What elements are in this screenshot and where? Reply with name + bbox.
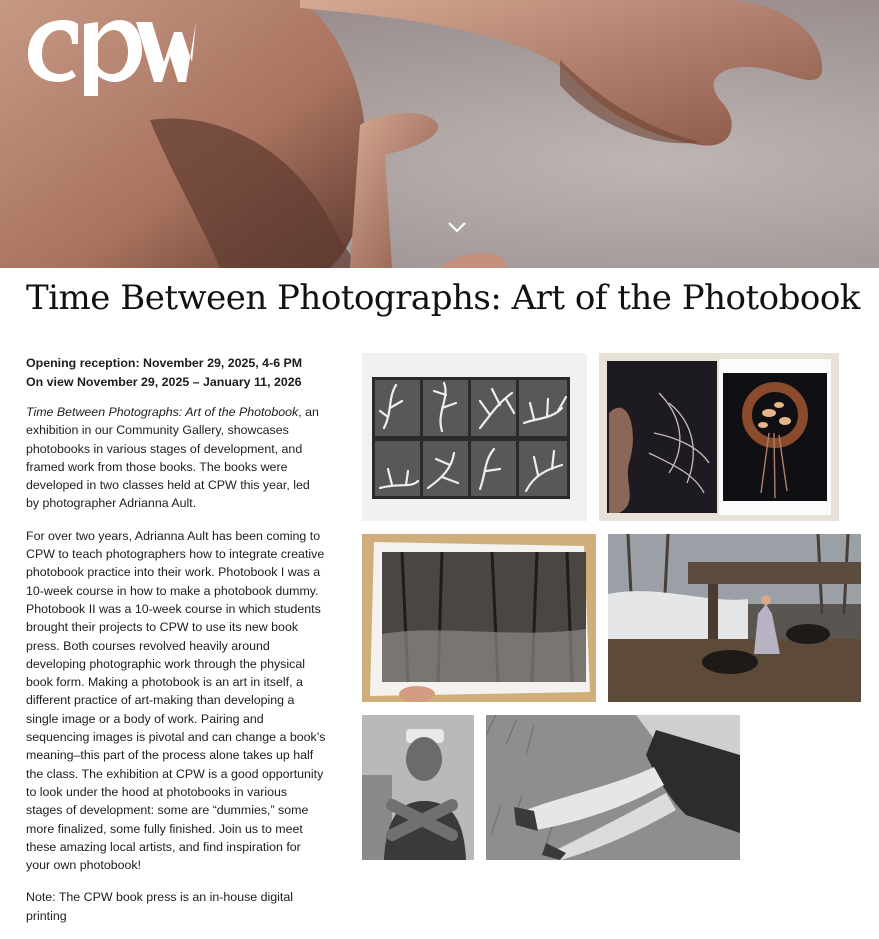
intro-text: , an exhibition in our Community Gallery, showcases photobooks in various stages of development, and framed work from those books. The books were developed in two classes held at CPW this year, led by photographer Adrianna Ault. xyxy=(26,405,319,511)
intro-paragraph xyxy=(26,403,326,513)
chevron-down-icon[interactable] xyxy=(447,220,467,234)
intro-title: Time Between Photographs: Art of the Photobook xyxy=(26,405,299,419)
opening-reception: Opening reception: November 29, 2025, 4-6 PM xyxy=(26,356,303,370)
photo-girl-with-pigs[interactable] xyxy=(608,534,861,702)
photo-open-book-forest[interactable] xyxy=(362,534,596,702)
photo-man-crossed-arms[interactable] xyxy=(362,715,474,860)
hero-banner xyxy=(0,0,879,268)
cpw-logo[interactable] xyxy=(24,10,196,96)
body-paragraph: For over two years, Adrianna Ault has been coming to CPW to teach photographers how to integrate creative photobook practice into their work. Photobook I was a 10-week course in how to make a photobook dummy. Photobook II was a 10-week course in which students brought their projects to CPW to use its new book press. Both courses revolved heavily around developing photographic work through the physical book form. Making a photobook is an art in itself, a different practice of art-making than developing a single image or a body of work. Pairing and sequencing images is pivotal and can change a book’s meaning–this part of the process alone takes up half the class. The exhibition at CPW is a good opportunity to look under the hood at photobooks in various stages of development: some are “dummies,” some more finalized, some fully finished. Join us to meet these amazing local artists, and find inspiration for your own photobook! xyxy=(26,528,326,873)
exhibition-dates xyxy=(26,354,326,391)
photo-legs-in-grass[interactable] xyxy=(486,715,740,860)
on-view-dates: On view November 29, 2025 – January 11, 2026 xyxy=(26,374,302,389)
photo-book-spread-wreath[interactable] xyxy=(599,353,839,521)
page-title: Time Between Photographs: Art of the Photobook xyxy=(26,278,860,318)
exhibition-description xyxy=(26,354,326,939)
photo-antler-contact-sheet[interactable] xyxy=(362,353,587,521)
note-paragraph: Note: The CPW book press is an in-house digital printing xyxy=(26,890,293,923)
